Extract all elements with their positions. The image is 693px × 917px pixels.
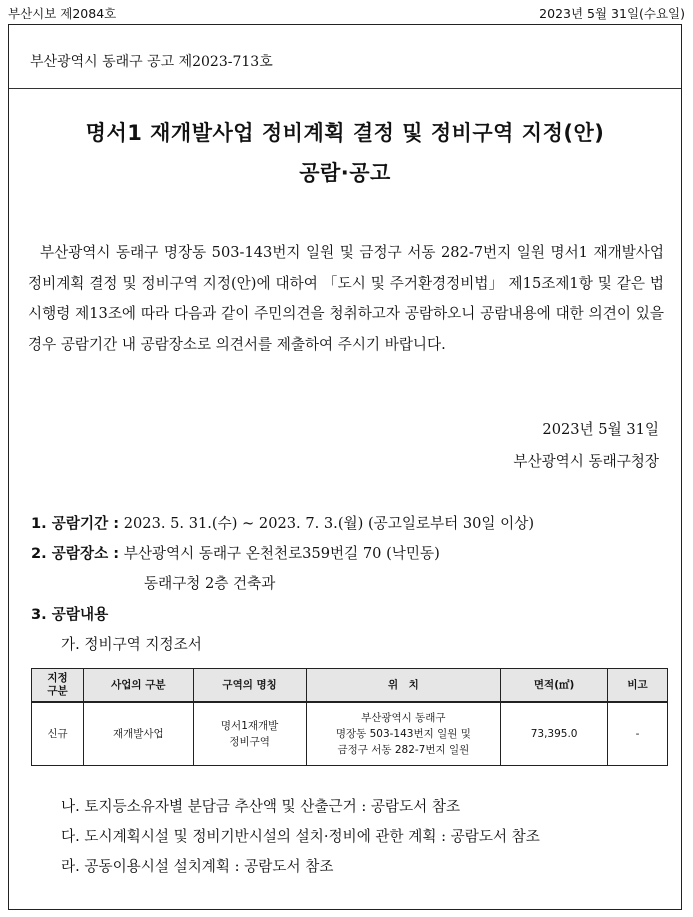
th-note: 비고 xyxy=(608,669,668,703)
item-content: 3. 공람내용 xyxy=(31,606,109,623)
cell-area: 73,395.0 xyxy=(501,702,608,766)
gazette-date: 2023년 5월 31일(수요일) xyxy=(539,6,685,21)
gazette-number: 부산시보 제2084호 xyxy=(8,6,117,21)
cell-designation: 신규 xyxy=(32,702,84,766)
place-label: 2. 공람장소 : xyxy=(31,545,120,562)
table-row xyxy=(32,702,668,766)
place-value-1: 부산광역시 동래구 온천천로359번길 70 (낙민동) xyxy=(123,545,440,562)
notice-date: 2023년 5월 31일 xyxy=(542,421,659,438)
divider xyxy=(9,88,681,89)
sub-item-ra: 라. 공동이용시설 설치계획 : 공람도서 참조 xyxy=(61,858,334,875)
period-value: 2023. 5. 31.(수) ~ 2023. 7. 3.(월) (공고일로부터 30일 이상) xyxy=(123,515,535,532)
th-area: 면적(㎡) xyxy=(501,669,608,703)
notice-issuer: 부산광역시 동래구청장 xyxy=(513,453,659,470)
cell-note: - xyxy=(608,702,668,766)
notice-title xyxy=(9,113,681,193)
title-line-1: 명서1 재개발사업 정비계획 결정 및 정비구역 지정(안) xyxy=(85,121,605,145)
sub-item-ga: 가. 정비구역 지정조서 xyxy=(61,636,202,653)
title-line-2: 공람·공고 xyxy=(299,161,391,185)
th-project-type: 사업의 구분 xyxy=(83,669,193,703)
item-place xyxy=(31,542,440,563)
period-label: 1. 공람기간 : xyxy=(31,515,120,532)
item-period xyxy=(31,512,534,533)
zone-table xyxy=(31,668,668,766)
cell-project: 재개발사업 xyxy=(83,702,193,766)
th-zone-name: 구역의 명칭 xyxy=(193,669,306,703)
th-designation: 지정 구분 xyxy=(32,669,84,703)
th-location: 위 치 xyxy=(306,669,501,703)
notice-number: 부산광역시 동래구 공고 제2023-713호 xyxy=(30,54,273,70)
notice-frame xyxy=(8,24,682,910)
table-header-row xyxy=(32,669,668,703)
sub-item-na: 나. 토지등소유자별 분담금 추산액 및 산출근거 : 공람도서 참조 xyxy=(61,798,461,815)
place-value-2: 동래구청 2층 건축과 xyxy=(144,575,276,592)
notice-body: 부산광역시 동래구 명장동 503-143번지 일원 및 금정구 서동 282-7번지 일원 명서1 재개발사업 정비계획 결정 및 정비구역 지정(안)에 대하여 「도시 및 주거환경정비법」 제15조제1항 및 같은 법 시행령 제13조에 따라 다음과 같이 주민의견을 청취하고자 공람하오니 공람내용에 대한 의견이 있을 경우 공람기간 내 공람장소로 의견서를 제출하여 주시기 바랍니다. xyxy=(28,244,664,353)
cell-location: 부산광역시 동래구 명장동 503-143번지 일원 및 금정구 서동 282-7번지 일원 xyxy=(306,702,501,766)
cell-zone-name: 명서1재개발 정비구역 xyxy=(193,702,306,766)
sub-item-da: 다. 도시계획시설 및 정비기반시설의 설치·정비에 관한 계획 : 공람도서 참조 xyxy=(61,828,540,845)
